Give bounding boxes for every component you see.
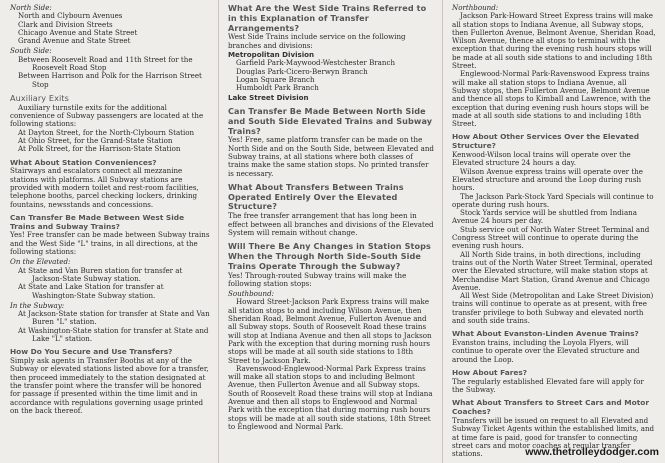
auxiliary-exits-heading: Auxiliary Exits [10,92,69,103]
evanston-trains-text: Evanston trains, including the Loyola Flyers, will continue to operate over the Elevated structure and around the Loop. [452,338,640,364]
other-services-text: The Jackson Park-Stock Yard Specials will continue to operate during rush hours. [452,191,654,209]
list-item: At Ohio Street, for the Grand-State Station [18,135,173,145]
north-south-transfer-text: Yes! Free, same platform transfer can be made on the North Side and on the South Side, between Elevated and Subway trains, at all stations where both classes of trains make the same station stops. No printed transfer is necessary. [228,135,434,178]
on-elevated-label: On the Elevated: [10,257,71,267]
north-south-transfer-heading: Can Transfer Be Made Between North Side and South Side Elevated Trains and Subway Trains? [228,105,433,136]
station-stop-changes-heading: Will There Be Any Changes in Station Stops When the Through North Side-South Side Trains Operate Through the Subway? [228,241,431,271]
other-services-text: Kenwood-Wilson local trains will operate over the Elevated structure 24 hours a day. [452,150,631,168]
fares-text: The regularly established Elevated fare will apply for the Subway. [452,376,644,395]
west-side-trains-text: West Side Trains include service on the following branches and divisions: [228,32,406,50]
other-services-text: Stock Yards service will be shuttled from Indiana Avenue 24 hours per day. [452,208,637,226]
lake-street-division-label: Lake Street Division [228,92,309,102]
north-side-label: North Side: [10,3,52,12]
list-item: Grand Avenue and State Street [18,36,131,46]
secure-transfers-heading: How Do You Secure and Use Transfers? [10,347,173,357]
southbound-label: Southbound: [228,289,274,299]
northbound-paragraph: Jackson Park-Howard Street Express trains will make all station stops to Indiana Avenue, all Subway stops, then Fullerton Avenue, Belmont Avenue, Sheridan Road, Wilson Avenue, thence all stops to terminal with the exception that during the evening rush hours stops will be made at all south side stations to and including 18th Street. [452,11,656,71]
column-right [442,0,665,463]
list-item: Humboldt Park Branch [236,83,319,93]
in-subway-label: In the Subway: [10,300,65,310]
station-stop-changes-text: Yes! Through-routed Subway trains will make the following station stops: [228,270,407,288]
southbound-paragraph: Ravenswood-Englewood-Normal Park Express trains will make all station stops to and including Belmont Avenue, then Fullerton Avenue and all Subway stops. South of Roosevelt Road these trains will stop at Indiana Avenue and then all stops to Englewood and Normal Park with the exception that during morning rush hours stops will be made at all south side stations, 18th Street to Englewood and Normal Park. [228,363,433,431]
northbound-paragraph: Englewood-Normal Park-Ravenswood Express trains will make all station stops to Indiana Avenue, all Subway stops, then Fullerton Avenue, Belmont Avenue and thence all stops to Kimball and Lawrence, with the exception that during evening rush hours stops will be made at all south side stations to and including 18th Street. [452,69,651,129]
other-services-heading: How About Other Services Over the Elevated Structure? [452,132,640,151]
south-side-list [10,56,210,89]
other-services-text: All West Side (Metropolitan and Lake Street Division) trains will continue to operate as at present, with free transfer privilege to both Subway and elevated north and south side trains. [452,291,654,325]
list-item: At Polk Street, for the Harrison-State Station [18,144,181,154]
list-item: North and Clybourn Avenues [18,11,123,21]
other-services-text: Wilson Avenue express trains will operate over the Elevated structure and around the Loop during rush hours. [452,166,643,193]
metropolitan-division-label: Metropolitan Division [228,49,315,59]
station-conveniences-text: Stairways and escalators connect all mezzanine stations with platforms. All Subway stations are provided with modern toilet and rest-room facilities, telephone booths, parcel checking lockers, drinking fountains, newsstands and concessions. [10,166,199,209]
elevated-transfer-text: The free transfer arrangement that has long been in effect between all branches and divisions of the Elevated System will remain without change. [228,211,434,237]
south-side-label: South Side: [10,46,52,56]
southbound-paragraph: Howard Street-Jackson Park Express trains will make all station stops to and including Wilson Avenue, then Sheridan Road, Belmont Avenue, Fullerton Avenue and all Subway stops. South of Roosevelt Road these trains will stop at Indiana Avenue and then all stops to Jackson Park with the exception that during morning rush hours stops will be made at all south side stations to 18th Street to Jackson Park. [228,297,432,365]
column-middle [218,0,442,463]
list-item: At State and Lake Station for transfer at Washington-State Subway station. [18,282,164,300]
auxiliary-exits-text: Auxiliary turnstile exits for the additional convenience of Subway passengers are located at the following stations: [10,102,204,129]
list-item: Garfield Park-Maywood-Westchester Branch [236,58,396,68]
street-car-transfers-text: Transfers will be issued on request to all Elevated and Subway Ticket Agents within the established limits, and at time fare is paid, good for transfer to connecting street cars and motor coaches at regular transfer stations. [452,415,655,459]
other-services-text: Stub service out of North Water Street Terminal and Congress Street will continue to operate during the evening rush hours. [452,224,650,251]
fares-heading: How About Fares? [452,367,528,377]
west-side-trains-heading: What Are the West Side Trains Referred to in this Explanation of Transfer Arrangements? [228,3,427,33]
list-item: At Dayton Street, for the North-Clybourn Station [18,127,195,137]
list-item: At Washington-State station for transfer at State and Lake "L" station. [18,325,209,343]
watermark: www.thetrolleydodger.com [525,446,659,458]
west-side-transfer-heading: Can Transfer Be Made Between West Side Trains and Subway Trains? [10,212,185,231]
list-item: Douglas Park-Cicero-Berwyn Branch [236,66,368,76]
auxiliary-exits-list [10,129,210,154]
elevated-transfer-heading: What About Transfers Between Trains Operated Entirely Over the Elevated Structure? [228,181,404,212]
column-left [0,0,218,463]
street-car-transfers-heading: What About Transfers to Street Cars and Motor Coaches? [452,398,649,417]
evanston-trains-heading: What About Evanston-Linden Avenue Trains? [452,329,639,339]
northbound-label: Northbound: [452,3,499,12]
list-item: Between Roosevelt Road and 11th Street for the Roosevelt Road Stop [18,54,193,73]
other-services-text: All North Side trains, in both directions, including trains out of the North Water Street Terminal, operated over the Elevated structure, will make station stops at Merchandise Mart Station, Grand Avenue and Chicago Avenue. [452,249,653,292]
list-item: At State and Van Buren station for transfer at Jackson-State Subway station. [18,265,183,283]
west-side-transfer-text: Yes! Free transfer can be made between Subway trains and the West Side "L" trains, in all directions, at the following stations: [10,230,210,257]
secure-transfers-text: Simply ask agents in Transfer Booths at any of the Subway or elevated stations listed above for a transfer, then proceed immediately to the station designated at the transfer point where the transfer will be honored for passage if presented within the time limit and in accordance with regulations governing usage printed on the back thereof. [10,356,209,415]
list-item: Chicago Avenue and State Street [18,27,138,37]
list-item: Clark and Division Streets [18,19,113,29]
list-item: At Jackson-State station for transfer at State and Van Buren "L" station. [18,309,210,327]
list-item: Between Harrison and Polk for the Harrison Street Stop [18,71,202,89]
north-side-list [10,12,210,45]
list-item: Logan Square Branch [236,74,315,84]
station-conveniences-heading: What About Station Conveniences? [10,157,157,167]
